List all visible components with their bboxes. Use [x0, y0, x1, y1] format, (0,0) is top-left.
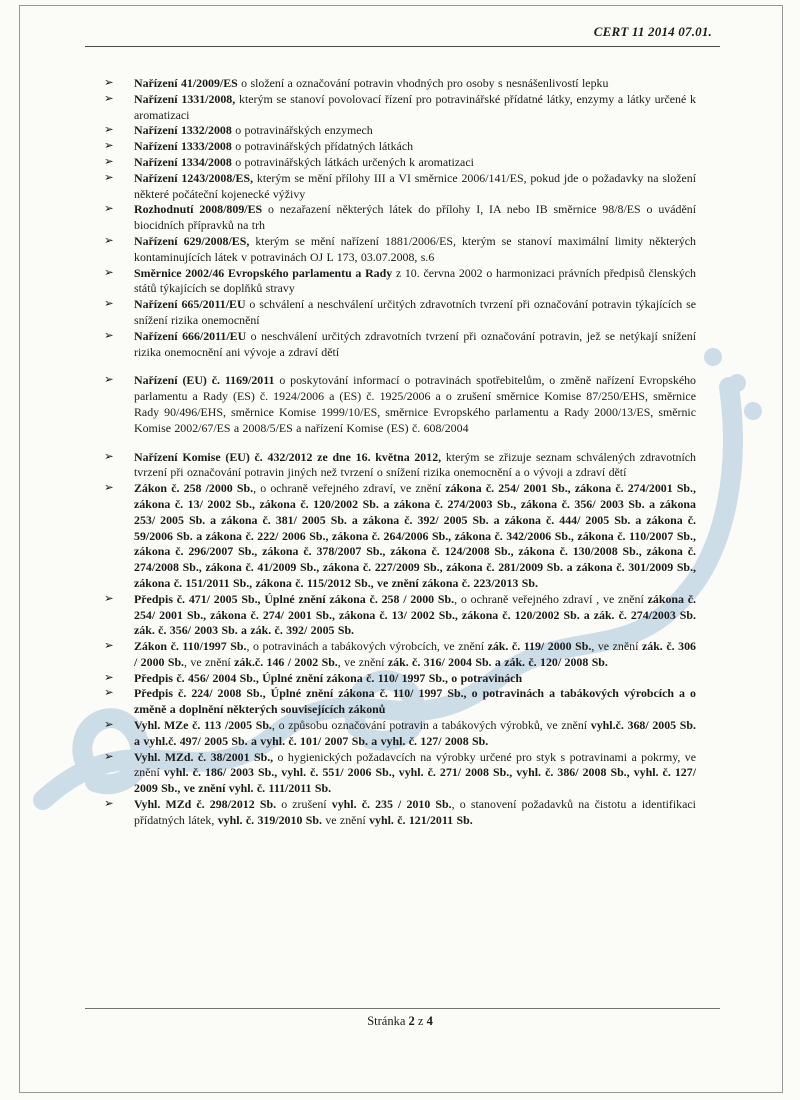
list-item: [104, 202, 696, 234]
list-item-text: Nařízení 665/2011/EU o schválení a neschválení určitých zdravotních tvrzení při označování potravin týkajících se snížení rizika onemocnění: [134, 297, 697, 327]
list-item-text: Nařízení 666/2011/EU o neschválení určitých zdravotních tvrzení při označování potravin, jež se netýkají snížení rizika onemocnění ani vývoje a zdraví dětí: [134, 328, 696, 359]
page-word: Stránka: [367, 1014, 406, 1028]
list-item: [104, 329, 696, 361]
arrow-bullet-icon: ➢: [104, 671, 114, 684]
arrow-bullet-icon: ➢: [104, 719, 114, 732]
header-divider: [85, 46, 720, 47]
page-total: 4: [426, 1014, 433, 1028]
arrow-bullet-icon: ➢: [104, 750, 114, 763]
list-item-text: Nařízení 1334/2008 o potravinářských látkách určených k aromatizaci: [134, 154, 474, 169]
list-item: [104, 92, 696, 124]
list-item: [104, 373, 696, 436]
list-item-text: Nařízení 629/2008/ES, kterým se mění nařízení 1881/2006/ES, kterým se stanoví maximální limity některých kontaminujících látek v potravinách OJ L 173, 03.07.2008, s.6: [134, 233, 697, 264]
list-item: [104, 171, 696, 203]
list-item-text: Nařízení 1332/2008 o potravinářských enzymech: [134, 123, 373, 138]
arrow-bullet-icon: ➢: [104, 171, 114, 184]
list-item: [104, 671, 696, 687]
list-item-text: Nařízení (EU) č. 1169/2011 o poskytování informací o potravinách spotřebitelům, o změně nařízení Evropského parlamentu a Rady (ES) č. 1924/2006 a (ES) č. 1925/2006 a o zrušení směrnice Komise 87/250/EHS, směrnice Rady 90/496/EHS, směrnice Komise 1999/10/ES, směrnice Evropského parlamentu a Rady 2000/13/ES, směrnic Komise 2002/67/ES a 2008/5/ES a nařízení Komise (ES) č. 608/2004: [134, 373, 696, 435]
list-item-text: Nařízení 1331/2008, kterým se stanoví povolovací řízení pro potravinářské přídatné látky, enzymy a látky určené k aromatizaci: [134, 91, 696, 122]
arrow-bullet-icon: ➢: [104, 592, 114, 605]
list-item: [104, 155, 696, 171]
arrow-bullet-icon: ➢: [104, 203, 114, 216]
list-item: [104, 592, 696, 639]
arrow-bullet-icon: ➢: [104, 77, 114, 89]
arrow-bullet-icon: ➢: [104, 687, 114, 700]
page-separator: z: [417, 1014, 424, 1028]
list-item: [104, 450, 696, 482]
list-item: [104, 481, 696, 592]
list-item: [104, 234, 696, 266]
list-item-text: Předpis č. 456/ 2004 Sb., Úplné znění zákona č. 110/ 1997 Sb., o potravinách: [134, 670, 523, 685]
arrow-bullet-icon: ➢: [104, 140, 114, 153]
list-item-text: Nařízení 1243/2008/ES, kterým se mění přílohy III a VI směrnice 2006/141/ES, pokud jde o požadavky na složení některé počáteční kojenecké výživy: [134, 170, 696, 201]
list-item-text: Předpis č. 224/ 2008 Sb., Úplné znění zákona č. 110/ 1997 Sb., o potravinách a tabákových výrobcích a o změně a doplnění některých souvisejících zákonů: [134, 686, 696, 717]
list-item: [104, 750, 696, 797]
arrow-bullet-icon: ➢: [104, 92, 114, 105]
list-item-text: Rozhodnutí 2008/809/ES o nezařazení některých látek do přílohy I, IA nebo IB směrnice 98/8/ES o uvádění biocidních přípravků na trh: [134, 202, 696, 233]
arrow-bullet-icon: ➢: [104, 482, 114, 495]
list-item-text: Nařízení 1333/2008 o potravinářských přídatných látkách: [134, 139, 414, 154]
list-item: [104, 76, 696, 92]
list-item-text: Vyhl. MZd. č. 38/2001 Sb., o hygienických požadavcích na výrobky určené pro styk s potravinami a pokrmy, ve znění vyhl. č. 186/ 2003 Sb., vyhl. č. 551/ 2006 Sb., vyhl. č. 271/ 2008 Sb., vyhl. č. 386/ 2008 Sb., vyhl. č. 127/ 2009 Sb., ve znění vyhl. č. 111/2011 Sb.: [134, 749, 697, 796]
list-item: [104, 266, 696, 298]
arrow-bullet-icon: ➢: [104, 155, 114, 168]
page-current: 2: [408, 1014, 415, 1028]
arrow-bullet-icon: ➢: [104, 298, 114, 311]
list-item-text: Zákon č. 110/1997 Sb., o potravinách a tabákových výrobcích, ve znění zák. č. 119/ 2000 Sb., ve znění zák. č. 306 / 2000 Sb., ve znění zák.č. 146 / 2002 Sb., ve znění zák. č. 316/ 2004 Sb. a zák. č. 120/ 2008 Sb.: [134, 639, 696, 669]
list-item: [104, 123, 696, 139]
arrow-bullet-icon: ➢: [104, 266, 114, 279]
list-item-text: Směrnice 2002/46 Evropského parlamentu a Rady z 10. června 2002 o harmonizaci právních předpisů členských států týkajících se doplňků stravy: [134, 265, 696, 296]
list-item-text: Vyhl. MZd č. 298/2012 Sb. o zrušení vyhl. č. 235 / 2010 Sb., o stanovení požadavků na čistotu a identifikaci přídatných látek, vyhl. č. 319/2010 Sb. ve znění vyhl. č. 121/2011 Sb.: [134, 797, 696, 827]
arrow-bullet-icon: ➢: [104, 329, 114, 342]
footer-divider: [85, 1008, 720, 1009]
arrow-bullet-icon: ➢: [104, 450, 114, 463]
list-item-text: Nařízení 41/2009/ES o složení a označování potravin vhodných pro osoby s nesnášenlivostí lepku: [134, 76, 609, 90]
list-item: [104, 718, 696, 750]
list-item-text: Nařízení Komise (EU) č. 432/2012 ze dne 16. května 2012, kterým se zřizuje seznam schválených zdravotních tvrzení při označování potravin jiných než tvrzení o snížení rizika onemocnění a o vývoji a zdraví dětí: [134, 449, 696, 480]
list-item-text: Zákon č. 258 /2000 Sb., o ochraně veřejného zdraví, ve znění zákona č. 254/ 2001 Sb., zákona č. 274/2001 Sb., zákona č. 13/ 2002 Sb., zákona č. 120/2002 Sb. a zákona č. 274/2003 Sb., zákona č. 356/ 2003 Sb. a zákona 253/ 2005 Sb. a zákona č. 381/ 2005 Sb. a zákona č. 392/ 2005 Sb. a zákona č. 444/ 2005 Sb. a zákona č. 59/2006 Sb. a zákona č. 222/ 2006 Sb., zákona č. 264/2006 Sb., zákona č. 342/2006 Sb., zákona č. 110/2007 Sb., zákona č. 296/2007 Sb., zákona č. 378/2007 Sb., zákona č. 124/2008 Sb., zákona č. 130/2008 Sb., zákona č. 274/2008 Sb., zákona č. 41/2009 Sb., zákona č. 227/2009 Sb., zákona č. 281/2009 Sb. a zákona č. 301/2009 Sb., zákona č. 151/2011 Sb., zákona č. 115/2012 Sb., ve znění zákona č. 223/2013 Sb.: [134, 481, 696, 590]
list-item: [104, 297, 696, 329]
arrow-bullet-icon: ➢: [104, 798, 114, 811]
arrow-bullet-icon: ➢: [104, 124, 114, 137]
regulation-list: [104, 76, 696, 829]
arrow-bullet-icon: ➢: [104, 374, 114, 387]
list-item: [104, 797, 696, 829]
list-item: [104, 639, 696, 671]
list-item: [104, 139, 696, 155]
arrow-bullet-icon: ➢: [104, 234, 114, 247]
arrow-bullet-icon: ➢: [104, 640, 114, 653]
page-number: [0, 1014, 800, 1029]
document-code: CERT 11 2014 07.01.: [593, 24, 712, 39]
list-item: [104, 686, 696, 718]
list-item-text: Vyhl. MZe č. 113 /2005 Sb., o způsobu označování potravin a tabákových výrobků, ve znění vyhl.č. 368/ 2005 Sb. a vyhl.č. 497/ 2005 Sb. a vyhl. č. 101/ 2007 Sb. a vyhl. č. 127/ 2008 Sb.: [134, 718, 696, 748]
list-item-text: Předpis č. 471/ 2005 Sb., Úplné znění zákona č. 258 / 2000 Sb., o ochraně veřejného zdraví , ve znění zákona č. 254/ 2001 Sb., zákona č. 274/ 2001 Sb., zákona č. 13/ 2002 Sb., zákona č. 120/2002 Sb. a zák. č. 274/2003 Sb. zák. č. 356/ 2003 Sb. a zák. č. 392/ 2005 Sb.: [134, 591, 696, 638]
